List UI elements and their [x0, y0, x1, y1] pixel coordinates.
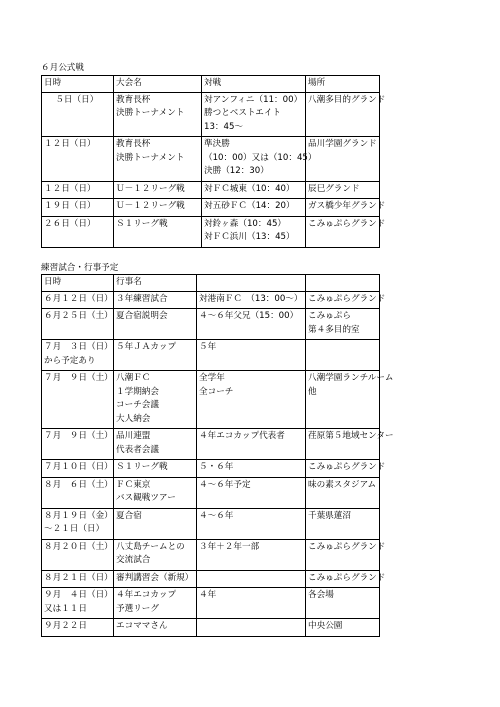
table-row	[42, 199, 380, 217]
cell-line: 交流試合	[116, 555, 151, 565]
cell-place	[306, 199, 386, 217]
cell-event	[114, 309, 197, 340]
cell-line: ４年エコカップ代表者	[199, 431, 285, 441]
cell-line: ４～６年父兄（15：00）	[199, 311, 299, 321]
cell-date	[42, 539, 114, 570]
table-row	[42, 477, 380, 508]
cell-line: ３年＋２年一部	[199, 541, 260, 552]
cell-line: （10：00）又は（10：45）	[204, 152, 317, 163]
cell-line: ３年練習試合	[116, 293, 168, 304]
cell-line: 対アンフィニ（11：00）	[204, 94, 303, 105]
table-row	[42, 460, 380, 478]
cell-event	[114, 508, 197, 539]
cell-event	[114, 477, 197, 508]
header-cell-event: 行事名	[114, 275, 197, 292]
cell-line: 対港南ＦＣ （13：00～）	[199, 293, 303, 304]
table-row	[42, 508, 380, 539]
cell-line: ８月１９日（金）	[44, 510, 113, 521]
cell-line: コーチ会議	[116, 400, 159, 410]
cell-detail	[197, 460, 306, 478]
table-row	[42, 291, 380, 309]
cell-line: ８月 ６日（土）	[44, 479, 113, 490]
cell-line: 準決勝	[204, 139, 230, 149]
cell-line: ５・６年	[199, 462, 234, 472]
table-row	[42, 216, 380, 247]
cell-detail	[202, 199, 306, 217]
header-row	[42, 76, 380, 93]
cell-line: 予選リーグ	[116, 603, 159, 614]
header-cell-event: 大会名	[114, 76, 202, 93]
cell-line: こみゅぷら	[308, 311, 351, 321]
cell-event	[114, 460, 197, 478]
header-cell-date: 日時	[42, 275, 114, 292]
cell-line: 他	[308, 386, 317, 397]
cell-date	[42, 181, 114, 199]
cell-line: 全コーチ	[199, 386, 234, 397]
cell-line: １学期納会	[116, 386, 159, 397]
cell-date	[42, 291, 114, 309]
cell-line: ８月２１日（日）	[44, 572, 113, 583]
cell-line: から予定あり	[44, 355, 96, 366]
cell-detail	[197, 477, 306, 508]
practice-events-table	[41, 274, 394, 637]
cell-line: 八潮学園ランチルーム	[308, 373, 394, 383]
cell-line: 辰巳グランド	[308, 183, 360, 194]
cell-line: 夏合宿説明会	[116, 311, 168, 321]
cell-detail	[197, 340, 306, 371]
cell-event	[114, 137, 202, 182]
cell-date	[42, 429, 114, 460]
cell-line: 千葉県蓮沼	[308, 510, 351, 521]
cell-line: 対鈴ヶ森（10：45）	[204, 218, 287, 229]
june-official-matches-table	[41, 75, 386, 248]
cell-detail	[202, 216, 306, 247]
section-title-june: ６月公式戦	[41, 63, 84, 73]
cell-detail	[202, 137, 317, 182]
cell-place	[306, 460, 386, 478]
cell-line: 代表者会議	[116, 444, 159, 455]
cell-place	[306, 309, 380, 340]
cell-line: 勝つとベストエイト	[204, 108, 282, 118]
cell-line: Ｕ－１２リーグ戦	[116, 183, 185, 194]
table-row	[42, 309, 380, 340]
cell-date	[42, 92, 114, 137]
cell-line: 対五砂ＦＣ（14：20）	[204, 201, 295, 211]
cell-place	[306, 619, 380, 637]
cell-line: こみゅぷらグランド	[308, 218, 386, 229]
cell-date	[42, 508, 114, 539]
cell-line: １２日（日）	[44, 139, 96, 149]
cell-event	[114, 92, 202, 137]
cell-event	[114, 371, 197, 429]
cell-line: 荏原第５地域センター	[308, 431, 394, 441]
cell-place	[306, 508, 380, 539]
cell-detail	[197, 570, 306, 588]
cell-line: 味の素スタジアム	[308, 479, 377, 490]
cell-line: こみゅぷらグランド	[308, 541, 386, 552]
cell-line: ４～６年	[199, 510, 234, 521]
cell-event	[114, 181, 202, 199]
cell-line: 又は１１日	[44, 603, 87, 614]
cell-date	[42, 199, 114, 217]
cell-place	[306, 291, 386, 309]
table-row	[42, 588, 380, 619]
cell-line: Ｕ－１２リーグ戦	[116, 201, 185, 211]
cell-place	[306, 92, 386, 137]
cell-line: 各会場	[308, 590, 334, 600]
table-row	[42, 371, 380, 429]
cell-line: 第４多目的室	[308, 324, 360, 335]
cell-event	[114, 216, 202, 247]
cell-line: ５日（日）	[44, 94, 99, 105]
cell-line: こみゅぷらグランド	[308, 293, 386, 304]
cell-line: 全学年	[199, 373, 225, 383]
cell-line: ガス橋少年グランド	[308, 201, 386, 211]
cell-line: 13：45～	[204, 121, 244, 132]
cell-detail	[202, 181, 306, 199]
cell-line: 教育長杯	[116, 94, 151, 105]
cell-line: 中央公園	[308, 621, 343, 631]
cell-event	[114, 619, 197, 637]
cell-event	[114, 199, 202, 217]
cell-line: 対ＦＣ浜川（13：45）	[204, 232, 295, 242]
cell-line: ７月１０日（日）	[44, 462, 113, 472]
cell-line: 八潮ＦＣ	[116, 373, 151, 383]
cell-line: エコママさん	[116, 621, 168, 631]
table-row	[42, 340, 380, 371]
cell-line: １９日（日）	[44, 201, 96, 211]
cell-line: 品川連盟	[116, 431, 151, 441]
cell-place	[306, 570, 386, 588]
table-row	[42, 181, 380, 199]
cell-line: 審判講習会（新規）	[116, 572, 194, 583]
table-row	[42, 619, 380, 637]
cell-detail	[202, 92, 306, 137]
cell-line: ４～６年予定	[199, 479, 251, 490]
cell-place	[306, 539, 386, 570]
cell-line: ５年ＪＡカップ	[116, 342, 177, 352]
cell-line: 八丈島チームとの	[116, 541, 185, 552]
cell-line: 大人納会	[116, 413, 151, 424]
section-title-practice: 練習試合・行事予定	[41, 263, 119, 273]
cell-line: 八潮多目的グランド	[308, 94, 386, 105]
cell-place	[306, 429, 394, 460]
cell-date	[42, 477, 114, 508]
cell-event	[114, 588, 197, 619]
cell-line: ７月 ３日（日）	[44, 342, 113, 352]
cell-line: ２６日（日）	[44, 218, 96, 229]
header-cell-detail: 対戦	[202, 76, 306, 93]
cell-detail	[197, 588, 306, 619]
cell-event	[114, 340, 197, 371]
table-row	[42, 429, 380, 460]
cell-line: ７月 ９日（土）	[44, 431, 113, 441]
cell-line: ～２１日（日）	[44, 524, 105, 534]
cell-place	[306, 371, 394, 429]
cell-line: こみゅぷらグランド	[308, 462, 386, 472]
cell-line: 決勝トーナメント	[116, 108, 185, 118]
cell-line: 決勝トーナメント	[116, 152, 185, 163]
cell-place	[306, 477, 380, 508]
cell-line: ４年	[199, 590, 217, 600]
cell-line: ６月１２日（日）	[44, 293, 113, 304]
header-cell-date: 日時	[42, 76, 114, 93]
table-row	[42, 570, 380, 588]
cell-date	[42, 619, 114, 637]
table-row	[42, 539, 380, 570]
cell-line: ９月 ４日（日）	[44, 590, 113, 600]
cell-line: 決勝（12：30）	[204, 166, 269, 176]
header-row	[42, 275, 380, 292]
cell-detail	[197, 371, 306, 429]
cell-place	[306, 216, 386, 247]
table-row	[42, 92, 380, 137]
cell-detail	[197, 539, 306, 570]
cell-place	[306, 588, 380, 619]
cell-line: ９月２２日	[44, 621, 87, 631]
cell-detail	[197, 508, 306, 539]
cell-line: ５年	[199, 342, 217, 352]
table-row	[42, 137, 380, 182]
cell-line: バス観戦ツアー	[116, 493, 176, 503]
cell-date	[42, 570, 114, 588]
cell-date	[42, 460, 114, 478]
cell-line: ８月２０日（土）	[44, 541, 113, 552]
cell-line: 品川学園グランド	[308, 139, 377, 149]
cell-event	[114, 429, 197, 460]
cell-detail	[197, 429, 306, 460]
header-cell-place: 場所	[306, 76, 380, 93]
cell-place	[306, 340, 380, 371]
cell-event	[114, 570, 197, 588]
cell-line: Ｓ１リーグ戦	[116, 462, 168, 472]
cell-date	[42, 309, 114, 340]
header-cell-place	[306, 275, 380, 292]
cell-date	[42, 216, 114, 247]
cell-place	[306, 181, 380, 199]
cell-date	[42, 137, 114, 182]
cell-line: こみゅぷらグランド	[308, 572, 386, 583]
cell-detail	[197, 619, 306, 637]
cell-event	[114, 291, 197, 309]
cell-line: 夏合宿	[116, 510, 142, 521]
cell-date	[42, 340, 114, 371]
cell-line: Ｓ１リーグ戦	[116, 218, 168, 229]
cell-date	[42, 371, 114, 429]
cell-date	[42, 588, 114, 619]
cell-detail	[197, 291, 306, 309]
cell-detail	[197, 309, 306, 340]
header-cell-detail	[197, 275, 306, 292]
cell-line: 対ＦＣ城東（10：40）	[204, 183, 295, 194]
cell-line: ４年エコカップ	[116, 590, 177, 600]
cell-line: ＦＣ東京	[116, 479, 151, 490]
cell-line: ６月２５日（土）	[44, 311, 113, 321]
cell-event	[114, 539, 197, 570]
cell-line: １２日（日）	[44, 183, 96, 194]
cell-line: ７月 ９日（土）	[44, 373, 113, 383]
cell-line: 教育長杯	[116, 139, 151, 149]
